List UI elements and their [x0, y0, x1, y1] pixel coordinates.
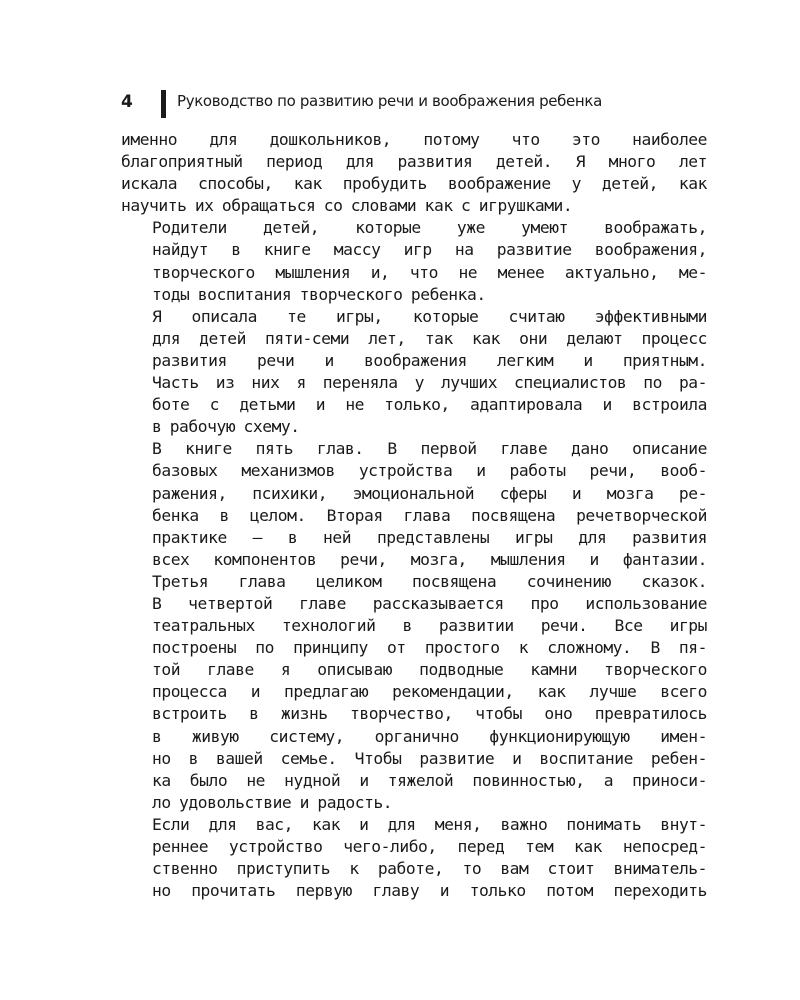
text-line: В четвертой главе рассказывается про использование [152, 593, 707, 613]
paragraph [121, 217, 707, 305]
text-line: боте с детьми и не только, адаптировала и встроила [152, 395, 707, 415]
page-number: 4 [121, 92, 133, 112]
paragraph [121, 129, 707, 217]
text-line: именно для дошкольников, потому что это наиболее [121, 130, 707, 149]
paragraph [121, 814, 707, 902]
text-line: в рабочую схему. [152, 417, 300, 437]
text-line: искала способы, как пробудить воображение у детей, как [121, 174, 707, 194]
text-line: практике — в ней представлены игры для развития [152, 527, 707, 547]
text-line: В книге пять глав. В первой главе дано описание [152, 439, 707, 459]
text-line: ственно приступить к работе, то вам стоит вниматель- [152, 859, 707, 879]
text-line: но в вашей семье. Чтобы развитие и воспитание ребен- [152, 748, 707, 768]
text-line: базовых механизмов устройства и работы речи, вооб- [152, 461, 707, 481]
text-line: встроить в жизнь творчество, чтобы оно превратилось [152, 704, 707, 724]
text-line: всех компонентов речи, мозга, мышления и фантазии. [152, 549, 707, 569]
text-line: Родители детей, которые уже умеют воображать, [152, 218, 707, 238]
text-line: построены по принципу от простого к сложному. В пя- [152, 638, 707, 658]
text-line: Третья глава целиком посвящена сочинению сказок. [152, 571, 707, 591]
text-line: тоды воспитания творческого ребенка. [152, 284, 486, 304]
text-line: в живую систему, органично функционирующую имен- [152, 726, 707, 746]
text-line: Я описала те игры, которые считаю эффективными [152, 306, 707, 326]
text-line: той главе я описываю подводные камни творческого [152, 660, 707, 680]
text-line: процесса и предлагаю рекомендации, как лучше всего [152, 682, 707, 702]
body-text [121, 129, 707, 902]
page-header [121, 90, 711, 118]
header-divider [161, 90, 166, 118]
running-head: Руководство по развитию речи и воображения ребенка [177, 92, 602, 110]
text-line: ло удовольствие и радость. [152, 792, 393, 812]
paragraph [121, 438, 707, 814]
text-line: реннее устройство чего-либо, перед тем как непосред- [152, 837, 707, 856]
text-line: найдут в книге массу игр на развитие воображения, [152, 240, 707, 260]
text-line: Часть из них я переняла у лучших специалистов по ра- [152, 373, 707, 393]
text-line: но прочитать первую главу и только потом переходить [152, 881, 707, 901]
text-line: творческого мышления и, что не менее актуально, ме- [152, 262, 707, 282]
text-line: для детей пяти-семи лет, так как они делают процесс [152, 328, 707, 348]
text-line: развития речи и воображения легким и приятным. [152, 350, 707, 370]
text-line: ка было не нудной и тяжелой повинностью, а приноси- [152, 770, 707, 790]
text-line: Если для вас, как и для меня, важно понимать внут- [152, 814, 707, 834]
paragraph [121, 306, 707, 439]
text-line: театральных технологий в развитии речи. Все игры [152, 616, 707, 636]
text-line: научить их обращаться со словами как с игрушками. [121, 196, 573, 216]
text-line: бенка в целом. Вторая глава посвящена речетворческой [152, 505, 707, 525]
text-line: ражения, психики, эмоциональной сферы и мозга ре- [152, 483, 707, 503]
text-line: благоприятный период для развития детей. Я много лет [121, 152, 707, 172]
